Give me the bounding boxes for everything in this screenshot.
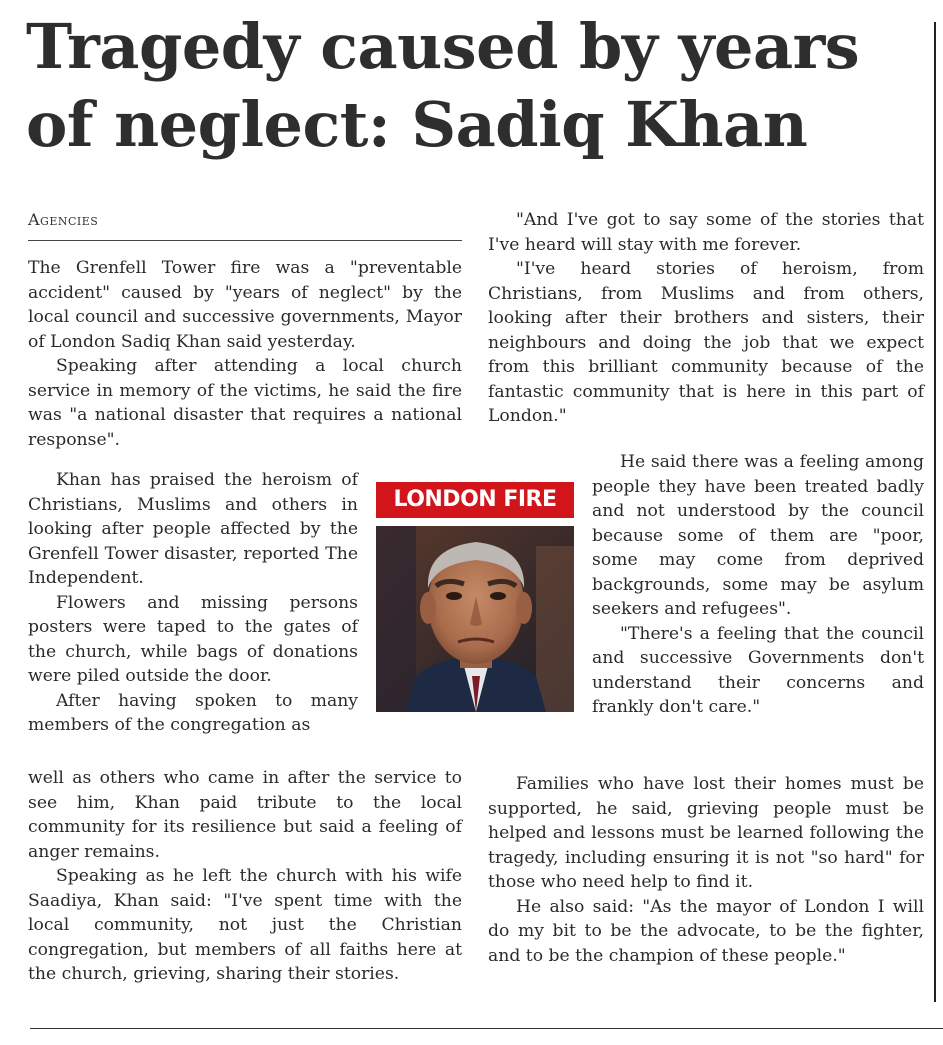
paragraph: "There's a feeling that the council and successive Governments don't understand their concerns and frankly don't care." — [592, 623, 924, 717]
photo-box — [376, 482, 574, 732]
paragraph: Speaking after attending a local church service in memory of the victims, he said the fire was "a national disaster that requires a national response". — [28, 356, 462, 450]
paragraph: He also said: "As the mayor of London I will do my bit to be the advocate, to be the fighter, and to be the champion of these people." — [488, 896, 924, 966]
right-column-top — [488, 208, 924, 429]
paragraph: well as others who came in after the service to see him, Khan paid tribute to the local community for its resilience but said a feeling of anger remains. — [28, 768, 462, 862]
photo-label: LONDON FIRE — [376, 482, 574, 518]
left-column-wrap — [28, 468, 358, 738]
byline-divider — [28, 240, 462, 241]
page-bottom-rule — [30, 1028, 943, 1029]
byline: Agencies — [28, 210, 99, 229]
left-column-top — [28, 256, 462, 452]
right-column-bottom — [488, 772, 924, 968]
paragraph: The Grenfell Tower fire was a "preventable accident" caused by "years of neglect" by the local council and successive governments, Mayor of London Sadiq Khan said yesterday. — [28, 258, 462, 352]
paragraph: "I've heard stories of heroism, from Christians, from Muslims and from others, looking after their brothers and sisters, their neighbours and doing the job that we expect from this brilliant community because of the fantastic community that is here in this part of London." — [488, 259, 924, 426]
paragraph: Speaking as he left the church with his wife Saadiya, Khan said: "I've spent time with the local community, not just the Christian congregation, but members of all faiths here at the church, grieving, sharing their stories. — [28, 866, 462, 984]
headline: Tragedy caused by years of neglect: Sadiq Khan — [26, 10, 860, 161]
paragraph: He said there was a feeling among people they have been treated badly and not understood by the council because some of them are "poor, some may come from deprived backgrounds, some may be asylum seekers and refugees". — [592, 452, 924, 619]
left-column-bottom — [28, 766, 462, 987]
paragraph: Flowers and missing persons posters were taped to the gates of the church, while bags of donations were piled outside the door. — [28, 592, 358, 686]
paragraph: After having spoken to many members of the congregation as — [28, 690, 358, 735]
right-column-wrap — [592, 450, 924, 720]
portrait-photo — [376, 526, 574, 712]
column-rule-right — [934, 22, 936, 1002]
portrait-illustration — [376, 526, 574, 712]
paragraph: Families who have lost their homes must be supported, he said, grieving people must be helped and lessons must be learned following the tragedy, including ensuring it is not "so hard" for those who need help to find it. — [488, 774, 924, 892]
paragraph: Khan has praised the heroism of Christians, Muslims and others in looking after people affected by the Grenfell Tower disaster, reported The Independent. — [28, 470, 358, 588]
paragraph: "And I've got to say some of the stories that I've heard will stay with me forever. — [488, 210, 924, 255]
